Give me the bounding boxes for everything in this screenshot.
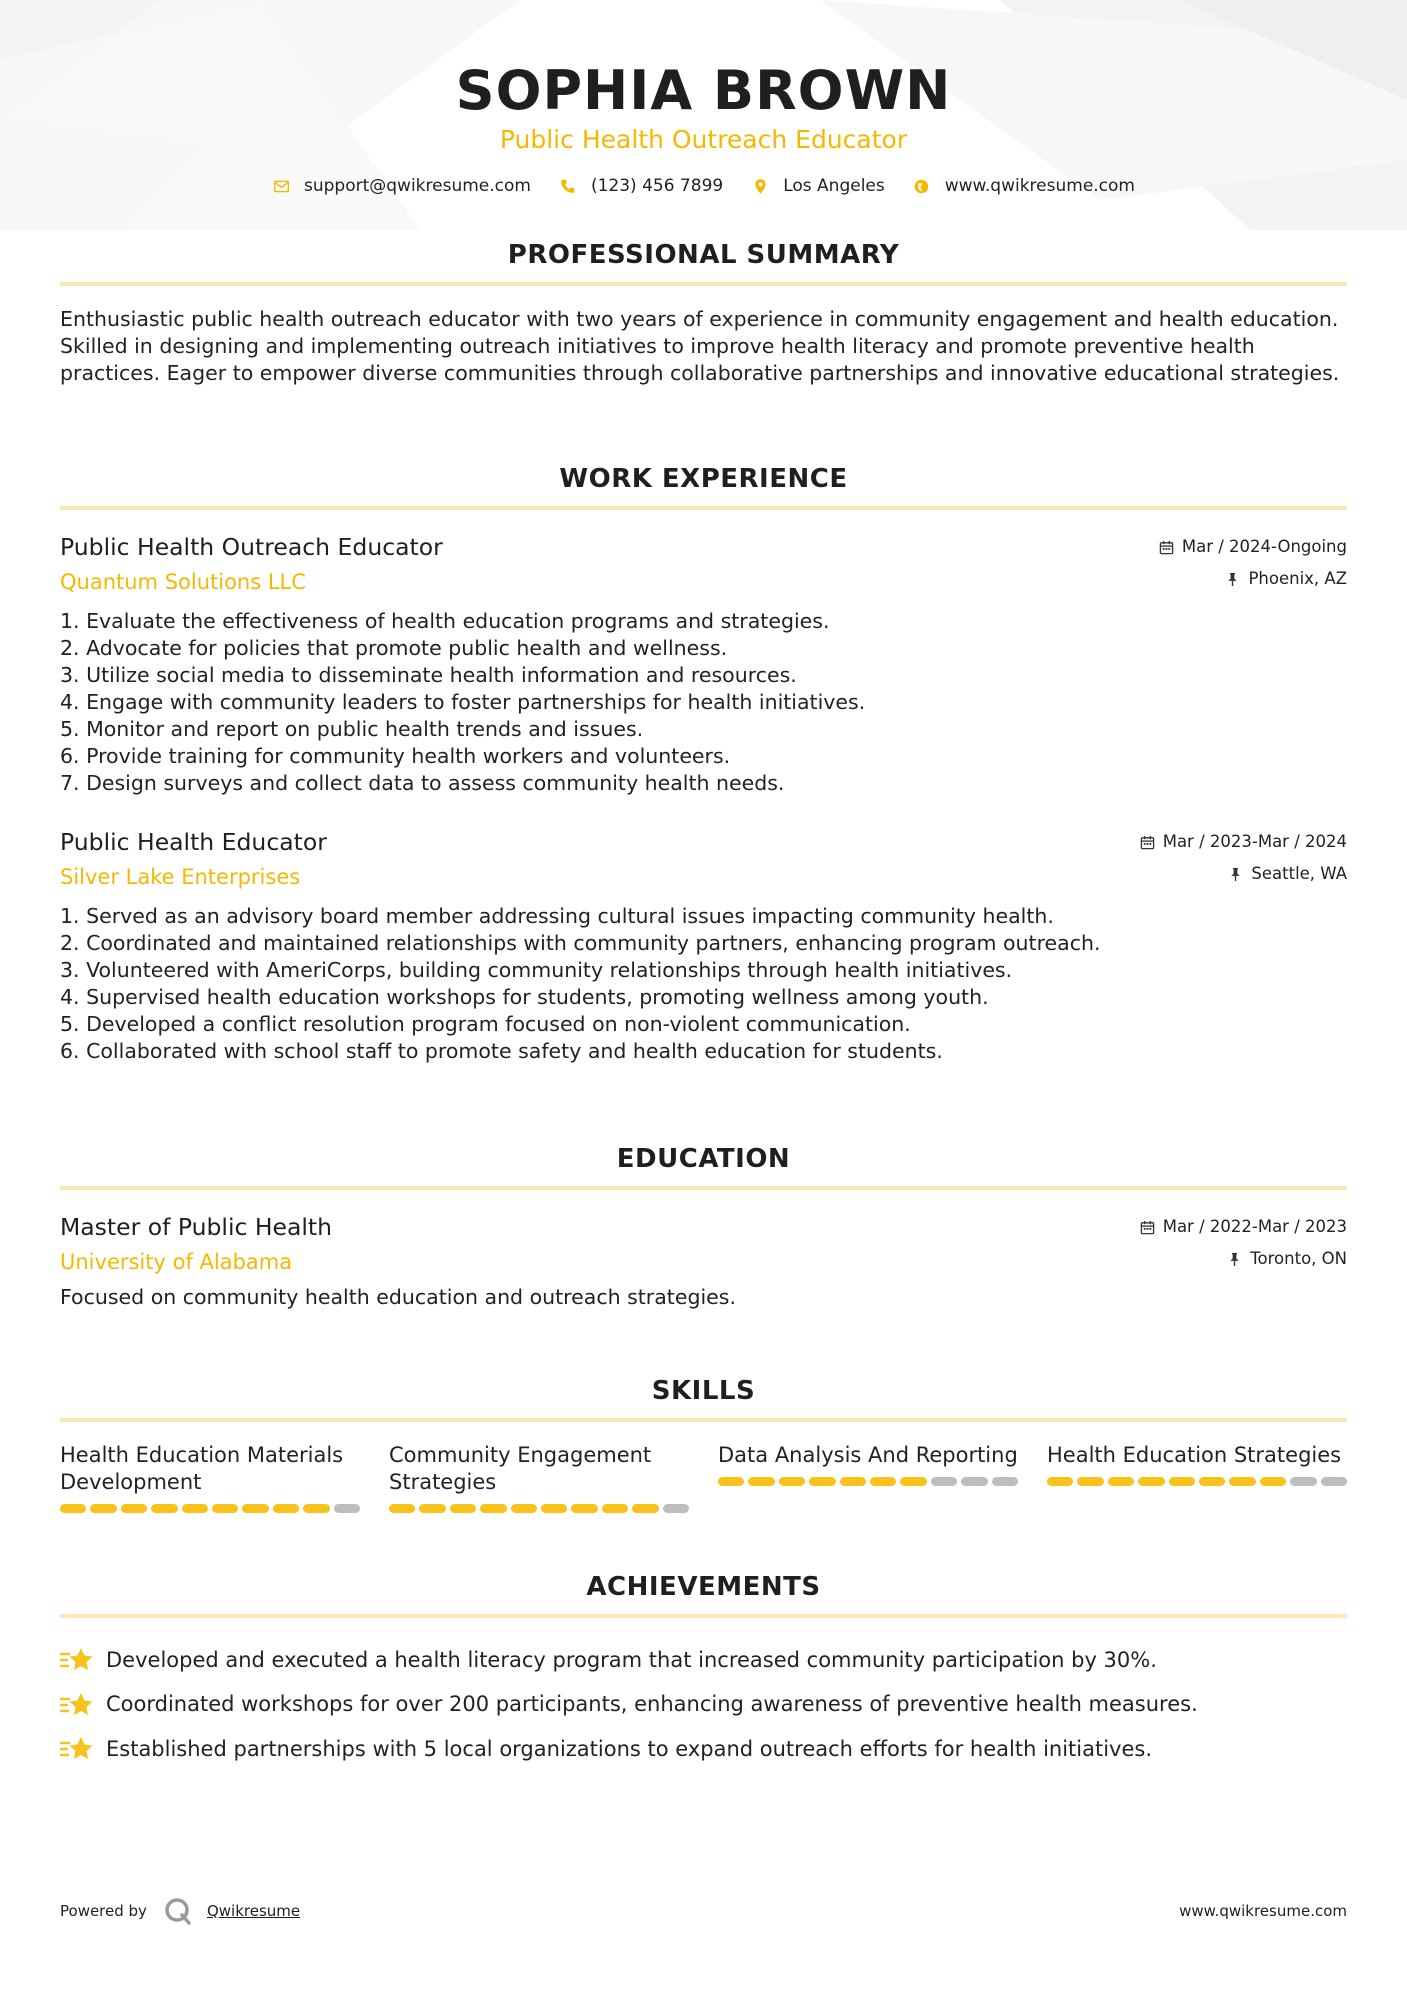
skill-segment-filled <box>242 1504 268 1513</box>
skill-item <box>389 1442 689 1513</box>
skill-segment-filled <box>809 1477 835 1486</box>
candidate-role: Public Health Outreach Educator <box>499 125 908 154</box>
contact-phone[interactable] <box>559 176 723 196</box>
pushpin-icon <box>1228 867 1243 882</box>
section-work-experience <box>60 462 1347 1065</box>
achievement-text: Developed and executed a health literacy program that increased community participation by 30%. <box>106 1647 1157 1672</box>
contact-location <box>751 176 885 196</box>
contact-email-text: support@qwikresume.com <box>304 176 531 196</box>
summary-text: Enthusiastic public health outreach educator with two years of experience in community engagement and health education. Skilled in designing and implementing outreach initiatives to improve health literacy and promote preventive health practices. Eager to empower diverse communities through collaborative partnerships and innovative educational strategies. <box>60 307 1340 385</box>
achievement-item <box>60 1727 1347 1772</box>
skill-segment-empty <box>663 1504 689 1513</box>
achievement-text: Coordinated workshops for over 200 participants, enhancing awareness of preventive health measures. <box>106 1692 1198 1717</box>
skill-level-bar <box>718 1477 1018 1486</box>
skill-level-bar <box>389 1504 689 1513</box>
skill-segment-filled <box>748 1477 774 1486</box>
skill-item <box>1047 1442 1347 1513</box>
achievement-item <box>60 1683 1347 1728</box>
skill-segment-filled <box>90 1504 116 1513</box>
shooting-star-icon <box>60 1645 94 1675</box>
skill-segment-filled <box>450 1504 476 1513</box>
duty-item: 3. Utilize social media to disseminate health information and resources. <box>60 663 797 687</box>
contact-website-text: www.qwikresume.com <box>944 176 1135 196</box>
skill-name: Health Education Strategies <box>1047 1443 1342 1467</box>
job-duties <box>60 903 1347 1065</box>
skill-segment-filled <box>1169 1477 1195 1486</box>
education-entry <box>60 1212 1347 1311</box>
section-summary <box>60 238 1347 387</box>
skill-segment-filled <box>840 1477 866 1486</box>
skill-segment-filled <box>602 1504 628 1513</box>
company-name: Quantum Solutions LLC <box>60 570 306 594</box>
skill-segment-filled <box>870 1477 896 1486</box>
powered-by <box>60 1896 300 1926</box>
skill-level-bar <box>1047 1477 1347 1486</box>
contact-phone-text: (123) 456 7899 <box>590 176 724 196</box>
work-entry <box>60 532 1347 797</box>
section-title-achievements: ACHIEVEMENTS <box>586 1572 821 1602</box>
skill-segment-filled <box>541 1504 567 1513</box>
brand-link[interactable]: Qwikresume <box>206 1902 301 1920</box>
calendar-icon <box>1140 1220 1155 1235</box>
contact-website[interactable] <box>913 176 1135 196</box>
candidate-name: SOPHIA BROWN <box>455 59 952 122</box>
section-divider <box>60 506 1347 510</box>
achievement-item <box>60 1638 1347 1683</box>
job-location-text: Seattle, WA <box>1251 864 1347 883</box>
skill-segment-empty <box>1321 1477 1347 1486</box>
achievement-list <box>60 1638 1347 1772</box>
job-dates <box>1159 536 1347 558</box>
skill-segment-empty <box>1290 1477 1316 1486</box>
education-location <box>1140 1248 1347 1270</box>
calendar-icon <box>1159 540 1174 555</box>
education-description: Focused on community health education and outreach strategies. <box>60 1285 736 1309</box>
skill-segment-filled <box>182 1504 208 1513</box>
skill-name: Data Analysis And Reporting <box>718 1443 1018 1467</box>
contact-bar <box>60 176 1347 196</box>
section-title-skills: SKILLS <box>651 1376 756 1406</box>
duty-item: 1. Served as an advisory board member addressing cultural issues impacting community health. <box>60 904 1054 928</box>
job-location-text: Phoenix, AZ <box>1248 569 1347 588</box>
qwikresume-logo-icon <box>163 1896 193 1926</box>
duty-item: 5. Monitor and report on public health trends and issues. <box>60 717 644 741</box>
skill-segment-empty <box>961 1477 987 1486</box>
skill-segment-filled <box>273 1504 299 1513</box>
skill-item <box>718 1442 1018 1513</box>
duty-item: 3. Volunteered with AmeriCorps, building community relationships through health initiatives. <box>60 958 1013 982</box>
section-education <box>60 1142 1347 1311</box>
duty-item: 7. Design surveys and collect data to assess community health needs. <box>60 771 785 795</box>
education-location-text: Toronto, ON <box>1250 1249 1347 1268</box>
powered-by-label: Powered by <box>60 1902 147 1920</box>
company-name: Silver Lake Enterprises <box>60 865 301 889</box>
skill-segment-filled <box>419 1504 445 1513</box>
job-dates-text: Mar / 2023-Mar / 2024 <box>1162 832 1347 851</box>
job-location <box>1140 863 1347 885</box>
skill-segment-filled <box>389 1504 415 1513</box>
section-divider <box>60 1186 1347 1190</box>
duty-item: 6. Collaborated with school staff to promote safety and health education for students. <box>60 1039 943 1063</box>
skill-segment-filled <box>212 1504 238 1513</box>
skill-segment-filled <box>303 1504 329 1513</box>
skill-segment-filled <box>480 1504 506 1513</box>
section-divider <box>60 1614 1347 1618</box>
job-title: Public Health Outreach Educator <box>60 533 443 561</box>
resume-header <box>60 0 1347 196</box>
skill-name: Health Education Materials Development <box>60 1443 344 1494</box>
pushpin-icon <box>1225 572 1240 587</box>
achievement-text: Established partnerships with 5 local organizations to expand outreach efforts for health initiatives. <box>106 1736 1153 1761</box>
section-divider <box>60 282 1347 286</box>
section-title-work: WORK EXPERIENCE <box>559 464 848 494</box>
work-entry <box>60 827 1347 1065</box>
section-title-education: EDUCATION <box>616 1144 791 1174</box>
skill-segment-empty <box>992 1477 1018 1486</box>
duty-item: 1. Evaluate the effectiveness of health education programs and strategies. <box>60 609 830 633</box>
job-meta <box>1140 831 1347 885</box>
skill-segment-filled <box>1260 1477 1286 1486</box>
section-skills <box>60 1374 1347 1513</box>
degree-title: Master of Public Health <box>60 1213 333 1241</box>
skill-segment-filled <box>121 1504 147 1513</box>
calendar-icon <box>1140 835 1155 850</box>
duty-item: 4. Supervised health education workshops for students, promoting wellness among youth. <box>60 985 989 1009</box>
skill-level-bar <box>60 1504 360 1513</box>
skill-name: Community Engagement Strategies <box>389 1443 652 1494</box>
duty-item: 4. Engage with community leaders to foster partnerships for health initiatives. <box>60 690 866 714</box>
skill-segment-filled <box>1108 1477 1134 1486</box>
map-pin-icon <box>751 177 769 195</box>
job-dates <box>1140 831 1347 853</box>
contact-email[interactable] <box>272 176 531 196</box>
duty-item: 5. Developed a conflict resolution program focused on non-violent communication. <box>60 1012 911 1036</box>
job-title: Public Health Educator <box>60 828 327 856</box>
envelope-icon <box>272 177 290 195</box>
skill-segment-filled <box>511 1504 537 1513</box>
skill-segment-filled <box>60 1504 86 1513</box>
education-dates <box>1140 1216 1347 1238</box>
duty-item: 2. Coordinated and maintained relationships with community partners, enhancing program outreach. <box>60 931 1101 955</box>
job-duties <box>60 608 1347 797</box>
skill-segment-filled <box>779 1477 805 1486</box>
job-location <box>1159 568 1347 590</box>
job-dates-text: Mar / 2024-Ongoing <box>1181 537 1347 556</box>
skill-segment-empty <box>334 1504 360 1513</box>
skill-segment-empty <box>931 1477 957 1486</box>
contact-location-text: Los Angeles <box>783 176 885 196</box>
skill-segment-filled <box>1047 1477 1073 1486</box>
school-name: University of Alabama <box>60 1250 293 1274</box>
footer-website[interactable]: www.qwikresume.com <box>1179 1902 1347 1920</box>
globe-icon <box>913 177 931 195</box>
education-dates-text: Mar / 2022-Mar / 2023 <box>1162 1217 1347 1236</box>
skill-segment-filled <box>1199 1477 1225 1486</box>
section-achievements <box>60 1570 1347 1772</box>
education-meta <box>1140 1216 1347 1270</box>
page-footer <box>60 1896 1347 1926</box>
skill-segment-filled <box>718 1477 744 1486</box>
phone-icon <box>559 177 577 195</box>
job-meta <box>1159 536 1347 590</box>
skills-grid <box>60 1442 1347 1513</box>
pushpin-icon <box>1227 1252 1242 1267</box>
skill-segment-filled <box>571 1504 597 1513</box>
skill-segment-filled <box>1229 1477 1255 1486</box>
skill-segment-filled <box>1077 1477 1103 1486</box>
skill-segment-filled <box>632 1504 658 1513</box>
duty-item: 2. Advocate for policies that promote public health and wellness. <box>60 636 728 660</box>
duty-item: 6. Provide training for community health workers and volunteers. <box>60 744 731 768</box>
shooting-star-icon <box>60 1690 94 1720</box>
section-divider <box>60 1418 1347 1422</box>
skill-segment-filled <box>1138 1477 1164 1486</box>
shooting-star-icon <box>60 1734 94 1764</box>
skill-segment-filled <box>151 1504 177 1513</box>
section-title-summary: PROFESSIONAL SUMMARY <box>507 240 900 270</box>
skill-item <box>60 1442 360 1513</box>
skill-segment-filled <box>900 1477 926 1486</box>
